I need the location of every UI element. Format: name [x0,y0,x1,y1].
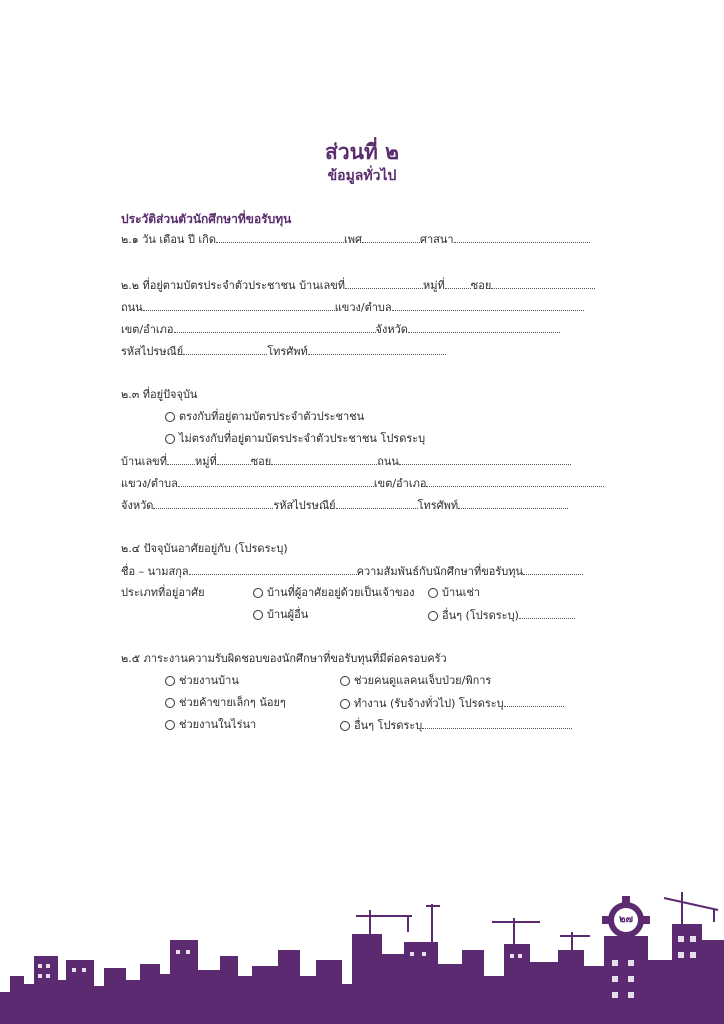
housing-opt-rent[interactable] [428,586,480,600]
sex-field[interactable] [362,232,420,243]
id-postcode-field[interactable] [183,344,267,355]
resp-opt-work[interactable] [340,696,564,711]
radio-icon[interactable] [340,676,350,686]
cur-road-label: ถนน [377,455,399,468]
relation-field[interactable] [523,564,583,575]
page-subtitle: ข้อมูลทั่วไป [327,168,397,184]
radio-icon[interactable] [253,588,263,598]
id-address-label: ๒.๒ ที่อยู่ตามบัตรประจำตัวประชาชน บ้านเลขที่ [121,279,346,292]
id-moo-field[interactable] [445,278,471,289]
id-road-field[interactable] [143,300,335,311]
id-address-row-1 [121,278,595,293]
cur-house-label: บ้านเลขที่ [121,455,167,468]
cur-subdistrict-label: แขวง/ตำบล [121,477,178,490]
living-with-row [121,564,583,579]
city-skyline-illustration [0,880,724,1024]
id-address-row-2 [121,300,584,315]
id-road-label: ถนน [121,301,143,314]
resp-o5-label: ช่วยงานในไร่นา [179,718,257,731]
resp-o6-label: อื่นๆ โปรดระบุ [354,719,423,732]
current-address-row-3 [121,498,568,513]
id-phone-label: โทรศัพท์ [267,345,308,358]
cur-soi-label: ซอย [250,455,272,468]
cur-moo-label: หมู่ที่ [194,455,217,468]
cur-province-field[interactable] [153,498,273,509]
cur-postcode-field[interactable] [336,498,418,509]
radio-icon[interactable] [165,720,175,730]
cur-subdistrict-field[interactable] [178,476,374,487]
housing-type-label: ประเภทที่อยู่อาศัย [121,586,205,599]
cur-district-label: เขต/อำเภอ [373,477,427,490]
cur-phone-label: โทรศัพท์ [417,499,459,512]
cur-soi-field[interactable] [271,454,377,465]
current-address-row-2 [121,476,604,491]
housing-opt-other[interactable] [428,608,575,623]
religion-field[interactable] [454,232,590,243]
section-heading: ประวัติส่วนตัวนักศึกษาที่ขอรับทุน [121,212,292,226]
radio-icon[interactable] [340,699,350,709]
current-address-row-1 [121,454,571,469]
id-address-row-3 [121,322,560,337]
resp-opt-housework[interactable] [165,674,239,688]
id-province-field[interactable] [408,322,560,333]
cur-province-label: จังหวัด [121,499,154,512]
current-address-label: ๒.๓ ที่อยู่ปัจจุบัน [121,388,198,401]
resp-o1-label: ช่วยงานบ้าน [179,674,239,687]
id-soi-label: ซอย [470,279,492,292]
resp-o2-label: ช่วยคนดูแลคนเจ็บป่วย/พิการ [354,674,492,687]
opt-rent-label: บ้านเช่า [442,586,481,599]
resp-o4-label: ทำงาน (รับจ้างทั่วไป) โปรดระบุ [354,697,504,710]
opt-other-label: อื่นๆ (โปรดระบุ) [442,609,519,622]
living-with-label: ๒.๔ ปัจจุบันอาศัยอยู่กับ (โปรดระบุ) [121,542,288,555]
resp-o3-label: ช่วยค้าขายเล็กๆ น้อยๆ [179,696,286,709]
id-soi-field[interactable] [491,278,595,289]
radio-icon[interactable] [165,676,175,686]
housing-other-field[interactable] [519,608,575,619]
id-phone-field[interactable] [308,344,446,355]
resp-opt-caregiver[interactable] [340,674,491,688]
guardian-name-label: ชื่อ – นามสกุล [121,565,189,578]
opt1-label: ตรงกับที่อยู่ตามบัตรประจำตัวประชาชน [179,410,365,423]
radio-icon[interactable] [428,588,438,598]
housing-opt-other-home[interactable] [253,608,308,622]
id-moo-label: หมู่ที่ [423,279,445,292]
relation-label: ความสัมพันธ์กับนักศึกษาที่ขอรับทุน [356,565,523,578]
cur-phone-field[interactable] [458,498,568,509]
housing-opt-own[interactable] [253,586,415,600]
page-number: ๒๗ [618,914,634,925]
resp-other-field[interactable] [422,718,572,729]
current-address-opt2[interactable] [165,432,425,446]
resp-opt-farm[interactable] [165,718,256,732]
birthdate-label: ๒.๑ วัน เดือน ปี เกิด [121,233,216,246]
cur-moo-field[interactable] [217,454,251,465]
opt-own-label: บ้านที่ผู้อาศัยอยู่ด้วยเป็นเจ้าของ [267,586,415,599]
id-house-field[interactable] [345,278,423,289]
radio-icon[interactable] [428,611,438,621]
resp-opt-trading[interactable] [165,696,286,710]
opt2-label: ไม่ตรงกับที่อยู่ตามบัตรประจำตัวประชาชน โปรดระบุ [179,432,426,445]
resp-work-field[interactable] [504,696,564,707]
id-subdistrict-label: แขวง/ตำบล [334,301,392,314]
cur-district-field[interactable] [426,476,604,487]
sex-label: เพศ [344,233,362,246]
radio-icon[interactable] [165,412,175,422]
cur-house-field[interactable] [167,454,195,465]
id-subdistrict-field[interactable] [392,300,584,311]
radio-icon[interactable] [165,698,175,708]
current-address-opt1[interactable] [165,410,364,424]
responsibility-label: ๒.๕ ภาระงานความรับผิดชอบของนักศึกษาที่ขอรับทุนที่มีต่อครอบครัว [121,652,447,665]
birthdate-row [121,232,590,247]
id-district-label: เขต/อำเภอ [121,323,174,336]
radio-icon[interactable] [165,434,175,444]
radio-icon[interactable] [340,721,350,731]
cur-road-field[interactable] [399,454,571,465]
radio-icon[interactable] [253,610,263,620]
opt-other-home-label: บ้านผู้อื่น [267,608,309,621]
resp-opt-other[interactable] [340,718,572,733]
id-postcode-label: รหัสไปรษณีย์ [121,345,184,358]
id-province-label: จังหวัด [375,323,408,336]
cur-postcode-label: รหัสไปรษณีย์ [273,499,336,512]
page-title: ส่วนที่ ๒ [325,140,399,164]
id-address-row-4 [121,344,446,359]
id-district-field[interactable] [174,322,376,333]
guardian-name-field[interactable] [189,564,357,575]
religion-label: ศาสนา [420,233,454,246]
birthdate-field[interactable] [216,232,344,243]
